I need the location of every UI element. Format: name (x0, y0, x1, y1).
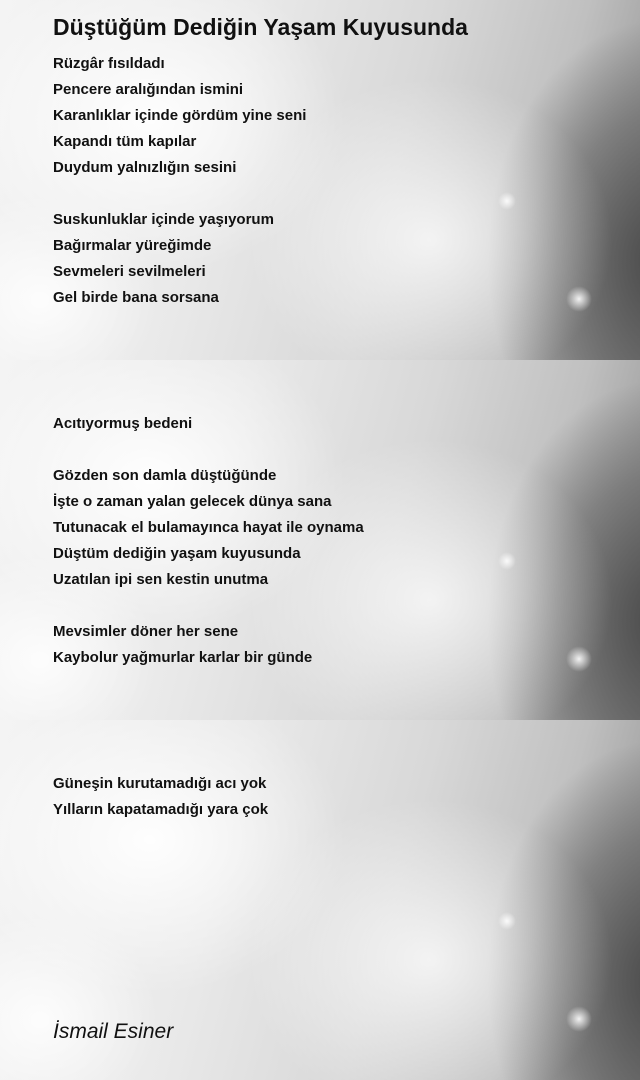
poem-line: Sevmeleri sevilmeleri (53, 263, 206, 280)
stanza-5 (53, 619, 312, 671)
stanza-1 (53, 51, 306, 181)
poem-line: Gel birde bana sorsana (53, 289, 219, 306)
poem-line: Rüzgâr fısıldadı (53, 55, 165, 72)
poem-line: Karanlıklar içinde gördüm yine seni (53, 107, 307, 124)
poem-line: Tutunacak el bulamayınca hayat ile oynama (53, 519, 364, 536)
poem-line: Mevsimler döner her sene (53, 623, 239, 640)
poem-line: Düştüm dediğin yaşam kuyusunda (53, 545, 301, 562)
stanza-3 (53, 411, 192, 437)
stanza-6 (53, 771, 268, 823)
poem-line: Yılların kapatamadığı yara çok (53, 801, 269, 818)
stanza-4 (53, 463, 364, 593)
poem-line: Uzatılan ipi sen kestin unutma (53, 571, 269, 588)
poem-line: Bağırmalar yüreğimde (53, 237, 212, 254)
stanza-2 (53, 207, 274, 311)
poem-line: Gözden son damla düştüğünde (53, 467, 277, 484)
poem-line: Kapandı tüm kapılar (53, 133, 197, 150)
poem-author: İsmail Esiner (53, 1020, 174, 1043)
poem-line: Duydum yalnızlığın sesini (53, 159, 237, 176)
poem-line: İşte o zaman yalan gelecek dünya sana (53, 493, 332, 510)
poem-line: Güneşin kurutamadığı acı yok (53, 775, 267, 792)
poem-line: Suskunluklar içinde yaşıyorum (53, 211, 274, 228)
poem-line: Acıtıyormuş bedeni (53, 415, 193, 432)
poem-title: Düştüğüm Dediğin Yaşam Kuyusunda (53, 14, 468, 40)
poem-line: Kaybolur yağmurlar karlar bir günde (53, 649, 313, 666)
poem-line: Pencere aralığından ismini (53, 81, 244, 98)
